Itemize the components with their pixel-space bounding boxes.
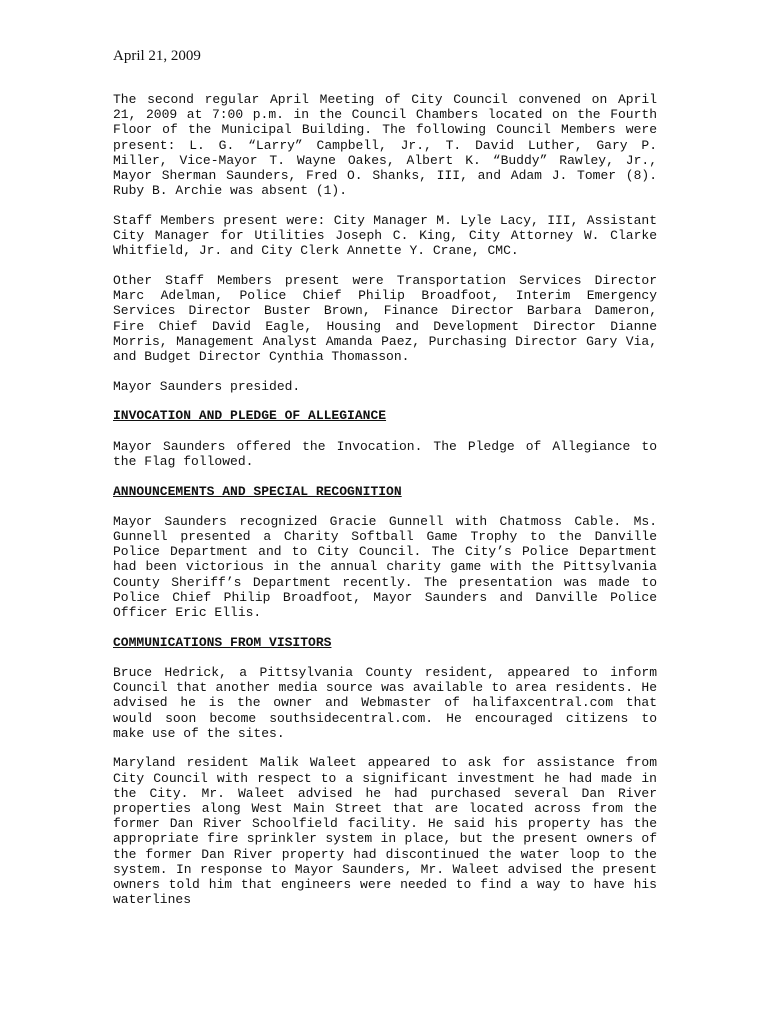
invocation-paragraph: Mayor Saunders offered the Invocation. The Pledge of Allegiance to the Flag followed.: [113, 438, 657, 469]
other-staff-paragraph: Other Staff Members present were Transportation Services Director Marc Adelman, Police Chief Philip Broadfoot, Interim Emergency Services Director Buster Brown, Finance Director Barbara Dameron, Fire Chief David Eagle, Housing and Development Director Dianne Morris, Management Analyst Amanda Paez, Purchasing Director Gary Via, and Budget Director Cynthia Thomasson.: [113, 273, 657, 365]
communications-heading: COMMUNICATIONS FROM VISITORS: [113, 634, 332, 650]
invocation-heading: INVOCATION AND PLEDGE OF ALLEGIANCE: [113, 408, 387, 424]
hedrick-paragraph: Bruce Hedrick, a Pittsylvania County resident, appeared to inform Council that another media source was available to area residents. He advised he is the owner and Webmaster of halifaxcentral.com that would soon become southsidecentral.com. He encouraged citizens to make use of the sites.: [113, 664, 657, 741]
waleet-paragraph: Maryland resident Malik Waleet appeared to ask for assistance from City Council with respect to a significant investment he had made in the City. Mr. Waleet advised he had purchased several Dan River properties along West Main Street that are located across from the former Dan River Schoolfield facility. He said his property has the appropriate fire sprinkler system in place, but the present owners of the former Dan River property had discontinued the water loop to the system. In response to Mayor Saunders, Mr. Waleet advised the present owners told him that engineers were needed to find a way to have his waterlines: [113, 755, 657, 908]
recognition-paragraph: Mayor Saunders recognized Gracie Gunnell with Chatmoss Cable. Ms. Gunnell presented a Charity Softball Game Trophy to the Danville Police Department and to City Council. The City’s Police Department had been victorious in the annual charity game with the Pittsylvania County Sheriff’s Department recently. The presentation was made to Police Chief Philip Broadfoot, Mayor Saunders and Danville Police Officer Eric Ellis.: [113, 513, 657, 620]
announcements-heading: ANNOUNCEMENTS AND SPECIAL RECOGNITION: [113, 483, 402, 499]
meeting-convened-paragraph: The second regular April Meeting of City Council convened on April 21, 2009 at 7:00 p.m. in the Council Chambers located on the Fourth Floor of the Municipal Building. The following Council Members were present: L. G. “Larry” Campbell, Jr., T. David Luther, Gary P. Miller, Vice-Mayor T. Wayne Oakes, Albert K. “Buddy” Rawley, Jr., Mayor Sherman Saunders, Fred O. Shanks, III, and Adam J. Tomer (8). Ruby B. Archie was absent (1).: [113, 92, 657, 199]
minutes-body: [113, 92, 657, 922]
page-header-date: April 21, 2009: [113, 48, 201, 64]
staff-present-paragraph: Staff Members present were: City Manager M. Lyle Lacy, III, Assistant City Manager for Utilities Joseph C. King, City Attorney W. Clarke Whitfield, Jr. and City Clerk Annette Y. Crane, CMC.: [113, 212, 657, 259]
presided-paragraph: Mayor Saunders presided.: [113, 378, 301, 394]
